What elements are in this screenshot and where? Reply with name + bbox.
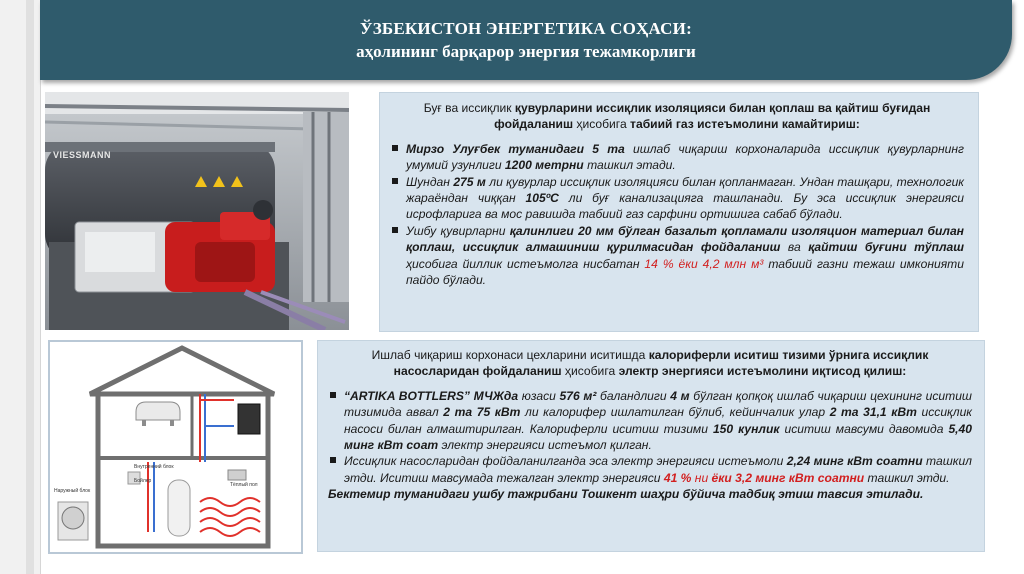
- bullet-icon: [330, 457, 336, 463]
- bullet-icon: [330, 392, 336, 398]
- gas-saving-panel: [379, 92, 979, 332]
- list-item: Шундан 275 м ли қувурлар иссиқлик изоляцияси билан қопланмаган. Ундан ташқари, технологик жараёндан чиққан 105ºC ли буғ канализацияга ташланади. Бу эса иссиқлик энергияси исрофларига ва мос равишда табиий газ сарфини ортишига сабаб бўлади.: [390, 174, 964, 223]
- boiler-photo: [45, 92, 349, 330]
- house-diagram-illustration: [50, 342, 301, 552]
- gas-saving-bullets: [390, 141, 964, 289]
- electricity-amount-highlight: ёки 3,2 минг кВт соатни: [711, 470, 865, 485]
- diagram-label-floor: Тёплый пол: [230, 482, 258, 488]
- bullet-icon: [392, 145, 398, 151]
- page-title: ЎЗБЕКИСТОН ЭНЕРГЕТИКА СОҲАСИ:: [360, 19, 692, 38]
- diagram-label-outdoor: Наружный блок: [54, 488, 91, 494]
- bullet-icon: [392, 178, 398, 184]
- diagram-label-boiler: Бойлер: [134, 478, 152, 484]
- list-item: Мирзо Улуғбек туманидаги 5 та ишлаб чиқариш корхоналарида иссиқлик қувурларнинг умумий узунлиги 1200 метрни ташкил этади.: [390, 141, 964, 174]
- electricity-saving-lead: Ишлаб чиқариш корхонаси цехларини иситишда калориферли иситиш тизими ўрнига иссиқлик насосларидан фойдаланиш ҳисобига электр энергияси истеъмолини иқтисод қилиш:: [371, 348, 929, 379]
- page-subtitle: аҳолининг барқарор энергия тежамкорлиги: [356, 42, 696, 61]
- boiler-photo-illustration: [45, 92, 349, 330]
- gas-saving-lead: Буғ ва иссиқлик қувурларини иссиқлик изоляцияси билан қоплаш ва қайтиш буғидан фойдаланиш ҳисобига табиий газ истеъмолини камайтириш:: [423, 101, 931, 132]
- list-item: “ARTIKA BOTTLERS” МЧЖда юзаси 576 м² баландлиги 4 м бўлган қопқоқ ишлаб чиқариш цехининг иситиш тизимида аввал 2 та 75 кВт ли калорифер ишлатилган бўлиб, кейинчалик улар 2 та 31,1 кВт иссиқлик насоси билан алмаштирилган. Калориферли иситиш тизими 150 кунлик иситиш мавсуми давомида 5,40 минг кВт соат электр энергияси истеъмол қилган.: [328, 388, 972, 454]
- list-item: Ушбу қувирларни қалинлиги 20 мм бўлган базальт қопламали изоляцион материал билан қоплаш, иссиқлик алмашиниш қурилмасидан фойдаланиш ва қайтиш буғини тўплаш ҳисобига йиллик истеъмолга нисбатан 14 % ёки 4,2 млн м³ табиий газни тежаш имконияти пайдо бўлади.: [390, 223, 964, 289]
- electricity-saving-bullets: [328, 388, 972, 486]
- electricity-percent-highlight: 41 %: [663, 470, 692, 485]
- electricity-saving-panel: [317, 340, 985, 552]
- header-banner: [40, 0, 1012, 80]
- diagram-label-unit: Внутренний блок: [134, 464, 174, 470]
- left-decor-band: [26, 0, 34, 574]
- boiler-brand-label: VIESSMANN: [53, 150, 112, 160]
- gas-saving-highlight: 14 % ёки 4,2 млн м³: [644, 256, 764, 271]
- left-decor-stripe: [0, 0, 41, 574]
- heat-pump-diagram: [48, 340, 303, 554]
- recommendation-note: Бектемир туманидаги ушбу тажрибани Тошкент шаҳри бўйича тадбиқ этиш тавсия этилади.: [328, 487, 924, 502]
- list-item: Иссиқлик насосларидан фойдаланилганда эса электр энергияси истеъмоли 2,24 минг кВт соатни ташкил этди. Иситиш мавсумада тежалган электр энергияси 41 % ни ёки 3,2 минг кВт соатни ташкил этди.: [328, 453, 972, 486]
- bullet-icon: [392, 227, 398, 233]
